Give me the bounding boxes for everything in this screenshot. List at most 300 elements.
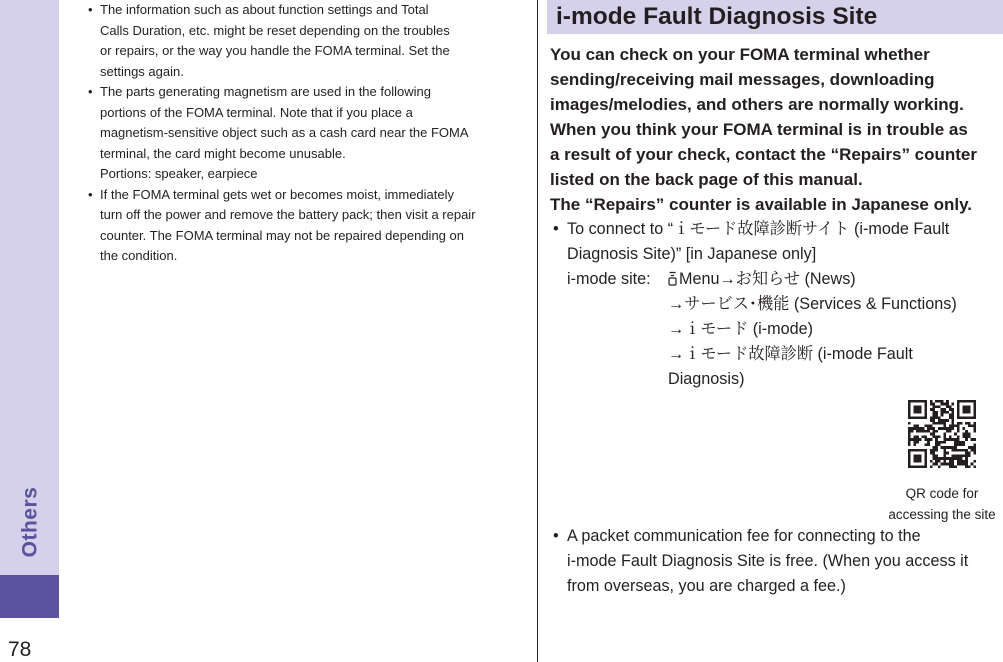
qr-module [968, 465, 971, 468]
qr-module [938, 441, 941, 444]
qr-module [913, 405, 916, 408]
qr-module [922, 465, 925, 468]
qr-module [927, 444, 930, 447]
qr-module [973, 444, 976, 447]
qr-module [973, 465, 976, 468]
qr-module [941, 441, 944, 444]
qr-module [957, 460, 960, 463]
qr-module [938, 419, 941, 422]
qr-module [911, 416, 914, 419]
qr-module [908, 416, 911, 419]
qr-module [968, 433, 971, 436]
column-divider [537, 0, 538, 662]
qr-module [924, 408, 927, 411]
qr-module [960, 416, 963, 419]
qr-module [932, 422, 935, 425]
menu-path-step: →ｉモード (i-mode) [668, 320, 814, 338]
qr-module [960, 463, 963, 466]
qr-module [949, 463, 952, 466]
side-tab-marker [0, 575, 59, 618]
qr-module [938, 405, 941, 408]
qr-module [930, 419, 933, 422]
qr-module [968, 422, 971, 425]
qr-module [913, 427, 916, 430]
qr-module [968, 400, 971, 403]
menu-path-step: →ｉモード故障診断 (i-mode Fault [668, 345, 913, 363]
qr-module [913, 408, 916, 411]
qr-module [949, 408, 952, 411]
menu-path-step: →サービス･機能 (Services & Functions) [668, 295, 957, 313]
qr-module [957, 416, 960, 419]
qr-module [973, 427, 976, 430]
qr-module [935, 414, 938, 417]
qr-module [927, 438, 930, 441]
qr-module [938, 422, 941, 425]
qr-module [924, 435, 927, 438]
qr-module [952, 449, 955, 452]
qr-module [973, 405, 976, 408]
qr-module [957, 427, 960, 430]
qr-code-icon [908, 400, 976, 468]
qr-module [913, 424, 916, 427]
qr-module [916, 416, 919, 419]
qr-module [916, 411, 919, 414]
qr-module [938, 460, 941, 463]
qr-module [971, 446, 974, 449]
intro-paragraph: You can check on your FOMA terminal whether sending/receiving mail messages, downloading images/melodies, and others are normally working. When you think your FOMA terminal is in trouble as a result of your check, contact the “Repairs” counter listed on the back page of this manual. The “Repairs” counter is available in Japanese only. [550, 45, 978, 214]
qr-module [919, 427, 922, 430]
qr-module [962, 408, 965, 411]
qr-module [916, 400, 919, 403]
qr-module [932, 411, 935, 414]
qr-module [943, 438, 946, 441]
qr-module [913, 438, 916, 441]
qr-module [941, 403, 944, 406]
qr-module [957, 424, 960, 427]
qr-module [957, 411, 960, 414]
qr-module [938, 416, 941, 419]
qr-module [946, 403, 949, 406]
qr-module [952, 463, 955, 466]
qr-module [968, 424, 971, 427]
qr-module [957, 403, 960, 406]
qr-module [911, 465, 914, 468]
qr-module [971, 449, 974, 452]
qr-module [924, 454, 927, 457]
qr-module [932, 427, 935, 430]
qr-module [932, 416, 935, 419]
qr-module [913, 454, 916, 457]
qr-module [952, 427, 955, 430]
qr-module [943, 422, 946, 425]
qr-module [922, 400, 925, 403]
qr-module [954, 454, 957, 457]
qr-module [973, 408, 976, 411]
qr-module [949, 438, 952, 441]
qr-module [957, 414, 960, 417]
qr-module [924, 452, 927, 455]
qr-module [908, 441, 911, 444]
qr-module [954, 424, 957, 427]
qr-module [916, 465, 919, 468]
qr-module [946, 438, 949, 441]
qr-module [930, 460, 933, 463]
qr-module [908, 457, 911, 460]
qr-module [913, 465, 916, 468]
qr-module [913, 460, 916, 463]
qr-module [943, 427, 946, 430]
qr-module [916, 441, 919, 444]
qr-module [957, 435, 960, 438]
qr-module [973, 452, 976, 455]
page-number: 78 [8, 638, 32, 661]
qr-module [973, 438, 976, 441]
qr-module [941, 419, 944, 422]
qr-module [916, 454, 919, 457]
qr-module [952, 411, 955, 414]
qr-module [919, 457, 922, 460]
qr-module [946, 405, 949, 408]
qr-module [946, 457, 949, 460]
qr-module [952, 414, 955, 417]
qr-module [930, 449, 933, 452]
qr-module [922, 435, 925, 438]
qr-module [935, 441, 938, 444]
qr-module [952, 465, 955, 468]
qr-module [946, 400, 949, 403]
qr-module [960, 454, 963, 457]
qr-module [949, 416, 952, 419]
qr-module [913, 416, 916, 419]
qr-module [913, 444, 916, 447]
qr-module [919, 460, 922, 463]
qr-module [932, 405, 935, 408]
qr-module [960, 457, 963, 460]
qr-module [935, 435, 938, 438]
qr-module [957, 441, 960, 444]
qr-module [908, 449, 911, 452]
qr-module [932, 463, 935, 466]
qr-module [916, 438, 919, 441]
qr-module [965, 405, 968, 408]
qr-module [938, 435, 941, 438]
qr-module [968, 405, 971, 408]
qr-module [946, 446, 949, 449]
qr-module [957, 444, 960, 447]
qr-module [954, 441, 957, 444]
qr-module [952, 419, 955, 422]
qr-module [949, 405, 952, 408]
qr-module [949, 460, 952, 463]
right-column [547, 0, 1003, 595]
left-column [88, 0, 528, 267]
qr-module [930, 433, 933, 436]
qr-module [930, 403, 933, 406]
menu-path-step: Diagnosis) [668, 370, 745, 388]
qr-module [913, 400, 916, 403]
site-menu-path [567, 267, 1003, 292]
qr-module [930, 438, 933, 441]
qr-module [965, 452, 968, 455]
qr-module [952, 416, 955, 419]
qr-module [943, 449, 946, 452]
qr-module [943, 411, 946, 414]
qr-module [913, 449, 916, 452]
qr-module [908, 454, 911, 457]
qr-module [965, 408, 968, 411]
qr-module [941, 457, 944, 460]
qr-module [973, 424, 976, 427]
qr-module [971, 424, 974, 427]
qr-module [908, 430, 911, 433]
qr-module [919, 438, 922, 441]
list-item: • The parts generating magnetism are used in the following portions of the FOMA terminal. Note that if you place a magnetism-sensitive object such as a cash card near the FOMA terminal, the card might become unusable. Portions: speaker, earpiece [88, 82, 528, 185]
qr-module [927, 441, 930, 444]
qr-module [943, 435, 946, 438]
qr-module [971, 463, 974, 466]
qr-module [908, 444, 911, 447]
qr-module [943, 419, 946, 422]
qr-module [935, 454, 938, 457]
qr-module [952, 422, 955, 425]
qr-module [946, 430, 949, 433]
qr-module [908, 422, 911, 425]
section-title: i-mode Fault Diagnosis Site [547, 0, 1003, 34]
qr-module [952, 438, 955, 441]
qr-module [968, 416, 971, 419]
qr-module [924, 405, 927, 408]
qr-module [968, 435, 971, 438]
list-item: • If the FOMA terminal gets wet or becomes moist, immediately turn off the power and remove the battery pack; then visit a repair counter. The FOMA terminal may not be repaired depending on the condition. [88, 185, 528, 267]
qr-module [922, 430, 925, 433]
qr-module [962, 449, 965, 452]
qr-module [935, 449, 938, 452]
qr-module [924, 460, 927, 463]
qr-module [908, 452, 911, 455]
qr-module [965, 454, 968, 457]
qr-module [973, 414, 976, 417]
qr-module [916, 460, 919, 463]
qr-module [941, 422, 944, 425]
qr-module [962, 463, 965, 466]
qr-module [943, 463, 946, 466]
qr-module [960, 460, 963, 463]
qr-module [927, 424, 930, 427]
qr-module [962, 454, 965, 457]
qr-module [932, 454, 935, 457]
qr-module [924, 463, 927, 466]
qr-module [916, 408, 919, 411]
qr-module [919, 408, 922, 411]
qr-module [935, 422, 938, 425]
qr-module [957, 405, 960, 408]
qr-module [911, 400, 914, 403]
qr-module [965, 460, 968, 463]
qr-module [946, 411, 949, 414]
qr-module [927, 427, 930, 430]
qr-module [946, 419, 949, 422]
qr-module [908, 465, 911, 468]
qr-module [965, 457, 968, 460]
qr-module [932, 430, 935, 433]
qr-module [930, 452, 933, 455]
qr-module [971, 416, 974, 419]
qr-module [932, 414, 935, 417]
qr-module [968, 408, 971, 411]
qr-module [922, 427, 925, 430]
qr-module [957, 454, 960, 457]
qr-module [962, 460, 965, 463]
qr-module [962, 416, 965, 419]
qr-module [935, 446, 938, 449]
qr-module [924, 414, 927, 417]
qr-module [932, 446, 935, 449]
qr-module [968, 446, 971, 449]
qr-module [911, 427, 914, 430]
qr-module [938, 465, 941, 468]
qr-module [916, 430, 919, 433]
qr-module [930, 465, 933, 468]
qr-module [935, 400, 938, 403]
qr-module [943, 457, 946, 460]
qr-module [916, 424, 919, 427]
qr-module [949, 446, 952, 449]
qr-module [949, 457, 952, 460]
qr-module [908, 411, 911, 414]
qr-module [965, 435, 968, 438]
qr-module [965, 400, 968, 403]
qr-module [941, 427, 944, 430]
qr-module [924, 400, 927, 403]
qr-module [971, 400, 974, 403]
qr-code-block [882, 400, 1002, 525]
qr-module [919, 465, 922, 468]
qr-module [943, 433, 946, 436]
qr-module [913, 457, 916, 460]
qr-module [927, 430, 930, 433]
qr-module [919, 405, 922, 408]
qr-module [949, 414, 952, 417]
qr-module [952, 424, 955, 427]
qr-module [922, 416, 925, 419]
qr-module [962, 433, 965, 436]
qr-module [935, 416, 938, 419]
qr-module [943, 460, 946, 463]
qr-module [965, 449, 968, 452]
qr-module [973, 411, 976, 414]
qr-module [913, 411, 916, 414]
qr-module [932, 449, 935, 452]
qr-module [908, 435, 911, 438]
qr-module [924, 430, 927, 433]
qr-module [952, 446, 955, 449]
qr-module [938, 400, 941, 403]
qr-module [943, 446, 946, 449]
qr-module [919, 411, 922, 414]
qr-module [941, 446, 944, 449]
qr-module [952, 454, 955, 457]
qr-module [973, 460, 976, 463]
qr-module [957, 463, 960, 466]
qr-module [960, 449, 963, 452]
qr-module [924, 403, 927, 406]
qr-module [954, 465, 957, 468]
qr-module [930, 424, 933, 427]
qr-module [941, 463, 944, 466]
menu-path-first: Menu→お知らせ (News) [679, 270, 856, 288]
qr-module [916, 405, 919, 408]
qr-module [932, 403, 935, 406]
qr-module [973, 430, 976, 433]
qr-module [932, 452, 935, 455]
qr-module [908, 463, 911, 466]
qr-module [924, 416, 927, 419]
qr-module [960, 422, 963, 425]
qr-module [962, 441, 965, 444]
qr-module [908, 403, 911, 406]
qr-module [962, 427, 965, 430]
qr-module [957, 408, 960, 411]
qr-module [973, 416, 976, 419]
qr-module [946, 427, 949, 430]
qr-module [919, 400, 922, 403]
side-tab-label: Others [18, 486, 41, 558]
qr-module [960, 441, 963, 444]
qr-module [957, 438, 960, 441]
qr-module [938, 427, 941, 430]
list-item: • The information such as about function settings and Total Calls Duration, etc. might be reset depending on the troubles or repairs, or the way you handle the FOMA terminal. Set the settings again. [88, 0, 528, 82]
qr-module [916, 449, 919, 452]
qr-module [962, 400, 965, 403]
qr-module [935, 405, 938, 408]
qr-module [952, 457, 955, 460]
qr-module [943, 452, 946, 455]
qr-module [908, 414, 911, 417]
qr-module [943, 441, 946, 444]
qr-module [949, 435, 952, 438]
qr-module [957, 430, 960, 433]
qr-module [916, 427, 919, 430]
qr-module [930, 416, 933, 419]
qr-module [949, 427, 952, 430]
qr-module [954, 433, 957, 436]
fee-note: • A packet communication fee for connecting to the i-mode Fault Diagnosis Site is free. (When you access it from overseas, you are charged a fee.) [547, 524, 1003, 599]
qr-module [971, 438, 974, 441]
qr-module [965, 422, 968, 425]
qr-module [924, 444, 927, 447]
qr-module [946, 463, 949, 466]
qr-module [973, 449, 976, 452]
qr-module [930, 427, 933, 430]
qr-module [941, 408, 944, 411]
qr-module [935, 444, 938, 447]
qr-module [911, 438, 914, 441]
qr-module [935, 411, 938, 414]
qr-module [932, 408, 935, 411]
qr-module [924, 449, 927, 452]
qr-module [954, 457, 957, 460]
qr-module [965, 438, 968, 441]
qr-module [935, 460, 938, 463]
site-label: i-mode site: [567, 270, 651, 288]
qr-module [962, 405, 965, 408]
qr-module [949, 465, 952, 468]
qr-module [965, 430, 968, 433]
imode-menu-key-icon [668, 271, 677, 286]
qr-module [935, 438, 938, 441]
qr-module [973, 400, 976, 403]
qr-module [932, 457, 935, 460]
